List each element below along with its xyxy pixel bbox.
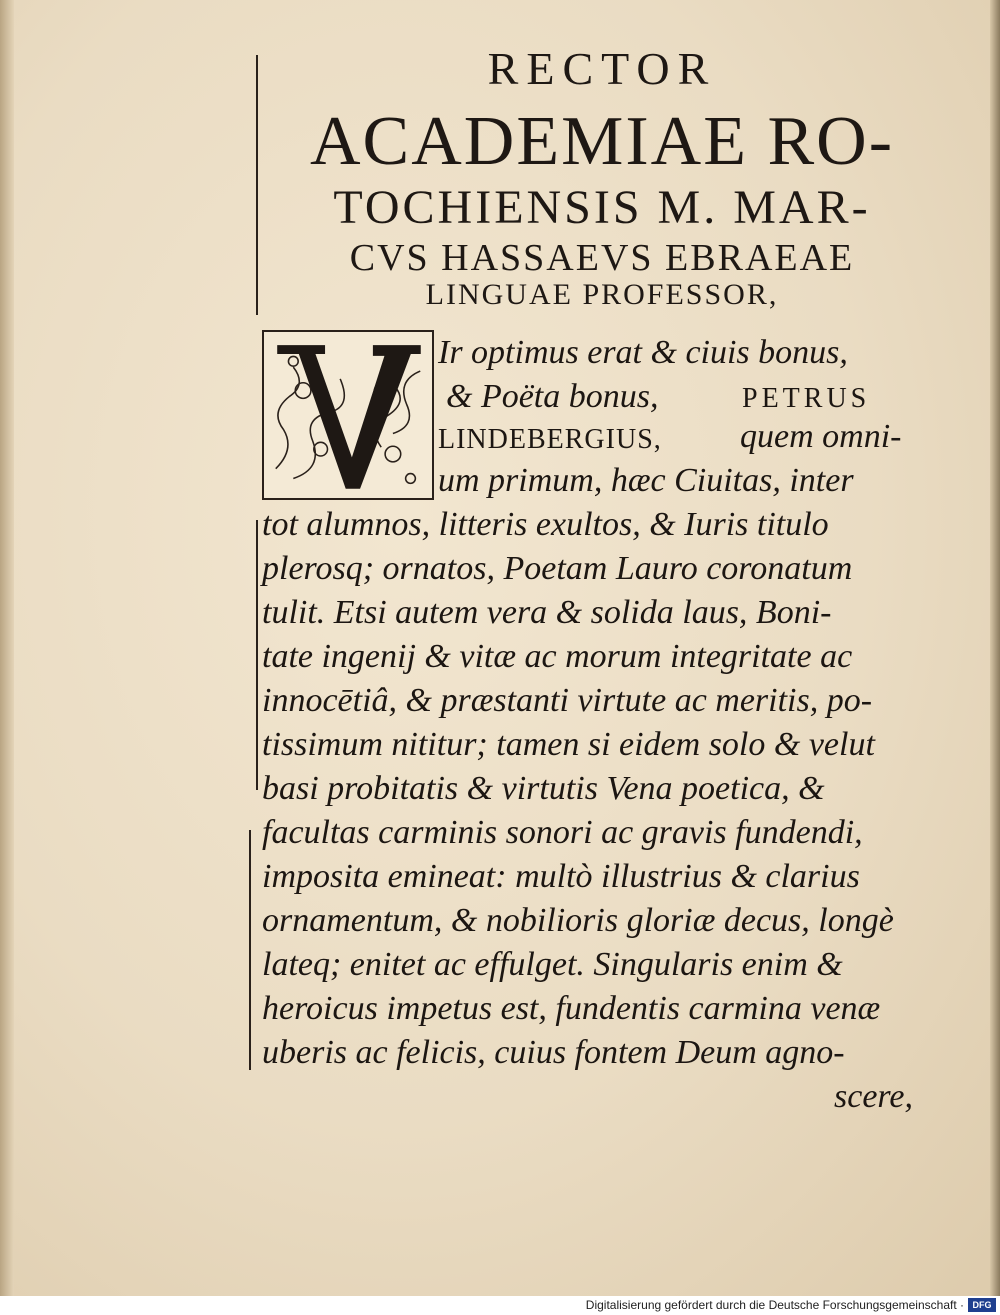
body-line-10: tissimum nititur; tamen si eidem solo & velut [262,726,875,763]
footer-credit: Digitalisierung gefördert durch die Deutsche Forschungsgemeinschaft · [585,1298,964,1312]
heading-line-3: TOCHIENSIS M. MAR- [333,181,871,234]
initial-letter: V [264,332,265,333]
body-line-7: tulit. Etsi autem vera & solida laus, Boni- [262,594,832,631]
margin-rule-bottom [249,830,251,1070]
body-line-4: um primum, hæc Ciuitas, inter [438,462,854,499]
body-line-9: innocētiâ, & præstanti virtute ac meritis, po- [262,682,873,719]
body-line-17: uberis ac felicis, cuius fontem Deum agno- [262,1034,845,1071]
body-line-16: heroicus impetus est, fundentis carmina venæ [262,990,881,1027]
ornamental-initial-v-icon [264,332,432,498]
heading-line-2: ACADEMIAE RO- [309,103,895,180]
body-line-3: quem omni- [740,418,902,455]
body-line-8: tate ingenij & vitæ ac morum integritate ac [262,638,853,675]
dfg-logo: DFG [968,1298,996,1312]
body-line-2: & Poëta bonus, [446,378,659,415]
body-line-15: lateq; enitet ac effulget. Singularis enim & [262,946,843,983]
heading-line-1: RECTOR [487,43,717,94]
heading-line-5: LINGUAE PROFESSOR, [425,278,779,311]
heading-line-4: CVS HASSAEVS EBRAEAE [349,237,855,279]
page-left-edge [0,0,14,1296]
body-line-6: plerosq; ornatos, Poetam Lauro coronatum [262,550,853,587]
page-right-edge [990,0,1000,1296]
decorated-initial [262,330,434,500]
margin-rule-top [256,55,258,315]
body-line-14: ornamentum, & nobilioris gloriæ decus, longè [262,902,894,939]
body-line-2-caps: PETRUS [742,383,871,414]
body-line-1: Ir optimus erat & ciuis bonus, [438,334,848,371]
catchword: scere, [834,1078,913,1115]
body-line-13: imposita emineat: multò illustrius & clarius [262,858,860,895]
body-line-11: basi probitatis & virtutis Vena poetica, & [262,770,825,807]
body-line-3-caps: LINDEBERGIUS, [438,424,662,455]
margin-rule-middle [256,520,258,790]
digitization-footer [0,1296,1000,1315]
body-line-12: facultas carminis sonori ac gravis fundendi, [262,814,863,851]
body-line-5: tot alumnos, litteris exultos, & Iuris titulo [262,506,829,543]
